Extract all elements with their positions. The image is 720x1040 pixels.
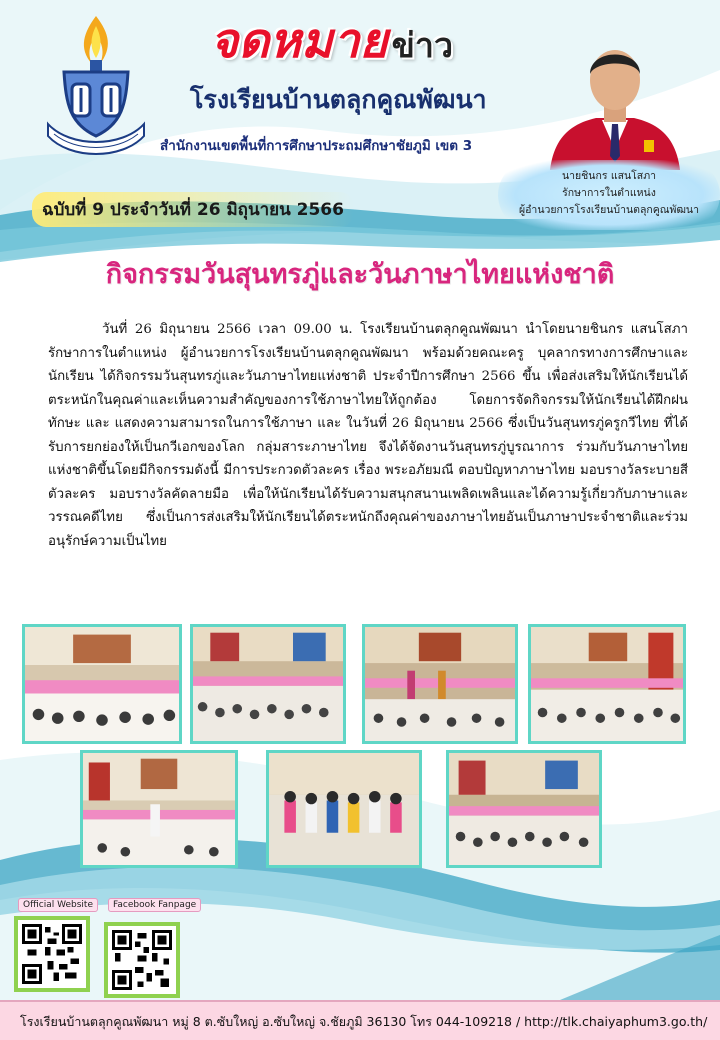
article-title: กิจกรรมวันสุนทรภู่และวันภาษาไทยแห่งชาติ [105,259,615,290]
event-photo-3 [362,624,518,744]
school-logo [40,12,152,162]
event-photo-6 [266,750,422,868]
director-caption [498,160,720,230]
director-photo [540,28,690,170]
newsletter-headline [210,14,453,73]
facebook-qr-code[interactable] [104,922,180,998]
event-photo-2 [190,624,346,744]
website-qr-code[interactable] [14,916,90,992]
event-photo-1 [22,624,182,744]
facebook-qr-label: Facebook Fanpage [108,898,201,912]
event-photo-7 [446,750,602,868]
director-name: นายชินกร แสนโสภา [561,170,657,182]
school-name: โรงเรียนบ้านตลุกคูณพัฒนา [190,85,487,114]
director-position: ผู้อำนวยการโรงเรียนบ้านตลุกคูณพัฒนา [518,204,700,216]
headline-suffix: ข่าว [391,26,454,66]
director-role: รักษาการในตำแหน่ง [562,187,656,199]
footer-bar [0,1000,720,1040]
headline-main: จดหมาย [210,13,388,69]
article-body: วันที่ 26 มิถุนายน 2566 เวลา 09.00 น. โรงเรียนบ้านตลุกคูณพัฒนา นำโดยนายชินกร แสนโสภา รักษาการในตำแหน่ง ผู้อำนวยการโรงเรียนบ้านตลุกคูณพัฒนา พร้อมด้วยคณะครู บุคลากรทางการศึกษาและนักเรียน ได้กิจกรรมวันสุนทรภู่และวันภาษาไทยแห่งชาติ ประจำปีการศึกษา 2566 ขึ้น เพื่อส่งเสริมให้นักเรียนได้ตระหนักในคุณค่าและเห็นความสำคัญของการใช้ภาษาไทยให้ถูกต้อง โดยการจัดกิจกรรมให้นักเรียนได้ฝึกฝนทักษะ และ แสดงความสามารถในการใช้ภาษา และ ในวันที่ 26 มิถุนายน 2566 ซึ่งเป็นวันสุนทรภู่ครูกวีไทย ที่ได้รับการยกย่องให้เป็นกวีเอกของโลก กลุ่มสาระภาษาไทย จึงได้จัดงานวันสุนทรภู่บูรณาการ ร่วมกับวันภาษาไทยแห่งชาติขึ้นโดยมีกิจกรรมดังนี้ มีการประกวดตัวละคร เรื่อง พระอภัยมณี ตอบปัญหาภาษาไทย มอบรางวัลระบายสีตัวละคร มอบรางวัลคัดลายมือ เพื่อให้นักเรียนได้รับความสนุกสนานเพลิดเพลินและได้ความรู้เกี่ยวกับภาษาและวรรณคดีไทย ซึ่งเป็นการส่งเสริมให้นักเรียนได้ตระหนักถึงคุณค่าของภาษาไทยอันเป็นภาษาประจำชาติและร่วมอนุรักษ์ความเป็นไทย [48,322,688,549]
issue-date: ฉบับที่ 9 ประจำวันที่ 26 มิถุนายน 2566 [32,192,354,227]
website-qr-label: Official Website [18,898,98,912]
footer-contact[interactable]: โรงเรียนบ้านตลุกคูณพัฒนา หมู่ 8 ต.ซับใหญ่ อ.ซับใหญ่ จ.ชัยภูมิ 36130 โทร 044-109218 / http://tlk.chaiyaphum3.go.th/ [20,1014,708,1029]
event-photo-5 [80,750,238,868]
event-photo-4 [528,624,686,744]
education-office: สำนักงานเขตพื้นที่การศึกษาประถมศึกษาชัยภูมิ เขต 3 [160,138,473,154]
